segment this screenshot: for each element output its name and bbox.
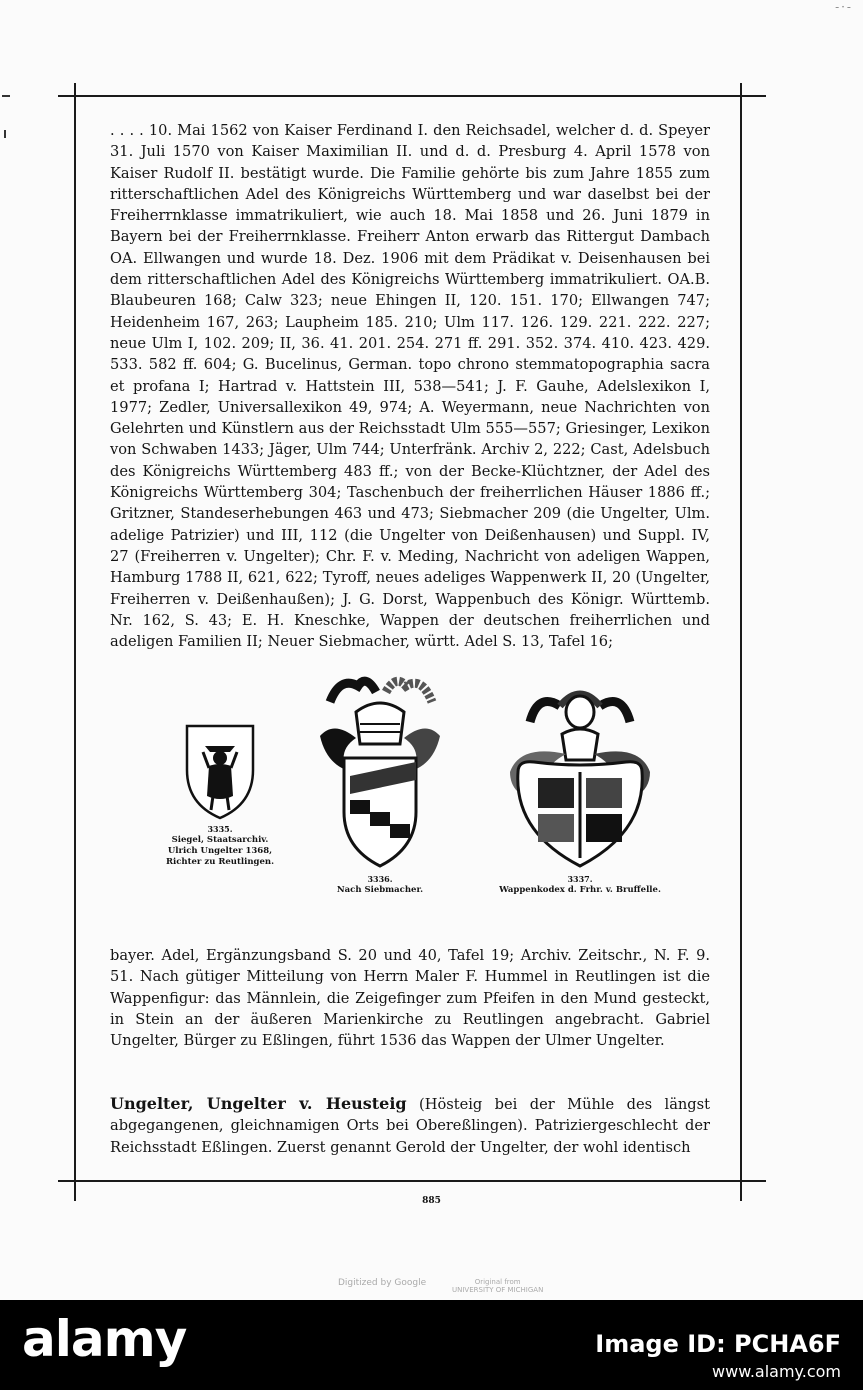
original-line-1: Original from [474,1278,521,1286]
bottom-frame-rule [58,1180,766,1182]
left-margin-mark-2 [4,130,6,138]
alamy-url: www.alamy.com [712,1362,841,1381]
lower-paragraph [110,945,710,1051]
alamy-logo: alamy [22,1310,187,1368]
figure-caption-line: Nach Siebmacher. [336,885,424,895]
scan-corner-mark: -·- [835,0,853,14]
figure-3337 [480,672,680,896]
original-line-2: UNIVERSITY OF MICHIGAN [452,1286,544,1294]
image-id-label: Image ID: PCHA6F [595,1330,841,1358]
figure-3335 [160,722,280,868]
page-number: 885 [422,1196,441,1206]
figure-caption-line: Richter zu Reutlingen. [165,857,275,867]
alamy-banner [0,1300,863,1390]
coat-of-arms-baronial-icon [490,672,670,872]
figure-3336 [305,672,455,896]
upper-paragraph [110,120,710,652]
entry-text: (Hösteig bei der Mühle des längst abgegangenen, gleichnamigen Orts bei Obereßlingen). Patriziergeschlecht der Reichsstadt Eßlingen. Zuerst genannt Gerold der Ungelter, der wohl identisch [110,1096,710,1156]
upper-paragraph-text: . . . . 10. Mai 1562 von Kaiser Ferdinand I. den Reichsadel, welcher d. d. Speyer 31. Juli 1570 von Kaiser Maximilian II. und d. d. Presburg 4. April 1578 von Kaiser Rudolf II. bestätigt wurde. Die Familie gehörte bis zum Jahre 1855 zum ritterschaftlichen Adel des Königreichs Württemberg und war daselbst bei der Freiherrnklasse immatrikuliert, wie auch 18. Mai 1858 und 26. Juni 1879 in Bayern bei der Freiherrnklasse. Freiherr Anton erwarb das Rittergut Dambach OA. Ellwangen und wurde 18. Dez. 1906 mit dem Prädikat v. Deisenhausen bei dem ritterschaftlichen Adel des Königreichs Württemberg immatrikuliert. OA.B. Blaubeuren 168; Calw 323; neue Ehingen II, 120. 151. 170; Ellwangen 747; Heidenheim 167, 263; Laupheim 185. 210; Ulm 117. 126. 129. 221. 222. 227; neue Ulm I, 102. 209; II, 36. 41. 201. 254. 271 ff. 291. 352. 374. 410. 423. 429. 533. 582 ff. 604; G. Bucelinus, German. topo chrono stemmatopographia sacra et profana I; Hartrad v. Hattstein III, 538—541; J. F. Gauhe, Adelslexikon I, 1977; Zedler, Universallexikon 49, 974; A. Weyermann, neue Nachrichten von Gelehrten und Künstlern aus der Reichsstadt Ulm 555—557; Griesinger, Lexikon von Schwaben 1433; Jäger, Ulm 744; Unterfränk. Archiv 2, 222; Cast, Adelsbuch des Königreichs Württemberg 483 ff.; von der Becke-Klüchtzner, der Adel des Königreichs Württemberg 304; Taschenbuch der freiherrlichen Häuser 1886 ff.; Gritzner, Standeserhebungen 463 und 473; Siebmacher 209 (die Ungelter, Ulm. adelige Patrizier) und III, 112 (die Ungelter von Deißenhausen) und Suppl. IV, 27 (Freiherren v. Ungelter); Chr. F. v. Meding, Nachricht von adeligen Wappen, Hamburg 1788 II, 621, 622; Tyroff, neues adeliges Wappenwerk II, 20 (Ungelter, Freiherren v. Deißenhaußen); J. G. Dorst, Wappenbuch des Königr. Württemb. Nr. 162, S. 43; E. H. Kneschke, Wappen der deutschen freiherrlichen und adeligen Familien II; Neuer Siebmacher, württ. Adel S. 13, Tafel 16; [110,122,710,651]
figure-caption-line: Ulrich Ungelter 1368, [167,846,273,856]
original-source-label [452,1278,543,1294]
figure-number: 3335. [207,824,233,834]
lower-paragraph-text: bayer. Adel, Ergänzungsband S. 20 und 40, Tafel 19; Archiv. Zeitschr., N. F. 9. 51. Nach gütiger Mitteilung von Herrn Maler F. Hummel in Reutlingen ist die Wappenfigur: das Männlein, die Zeigefinger zum Pfeifen in den Mund gesteckt, in Stein an der äußeren Marienkirche zu Reutlingen angebracht. Gabriel Ungelter, Bürger zu Eßlingen, führt 1536 das Wappen der Ulmer Ungelter. [110,947,710,1050]
left-margin-mark [2,95,10,97]
coat-of-arms-helmet-icon [310,672,450,872]
figure-number: 3336. [367,874,393,884]
digitized-by-label: Digitized by Google [338,1278,427,1288]
entry-title: Ungelter, Ungelter v. Heusteig [110,1094,407,1113]
figure-caption-line: Wappenkodex d. Frhr. v. Bruffelle. [499,885,661,895]
figure-number: 3337. [567,874,593,884]
left-frame-rule [74,83,76,1201]
figure-caption-line: Siegel, Staatsarchiv. [171,835,269,845]
right-frame-rule [740,83,742,1201]
ungelter-entry [110,1093,710,1158]
top-frame-rule [58,95,766,97]
seal-shield-icon [183,722,257,822]
